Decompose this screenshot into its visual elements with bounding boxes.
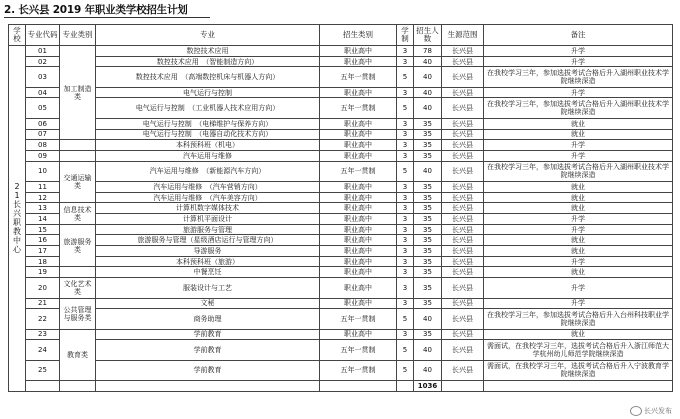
code-cell: 17 — [26, 246, 60, 257]
category-cell: 交通运输类 — [60, 161, 96, 203]
years-cell: 5 — [397, 161, 414, 181]
header-type: 招生类别 — [320, 25, 397, 46]
code-cell: 07 — [26, 129, 60, 140]
years-cell: 5 — [397, 360, 414, 380]
page-title: 2. 长兴县 2019 年职业类学校招生计划 — [4, 4, 188, 16]
range-cell: 长兴县 — [442, 118, 484, 129]
wechat-icon — [630, 406, 642, 416]
years-cell: 3 — [397, 256, 414, 267]
years-cell: 3 — [397, 214, 414, 225]
major-cell: 汽车运用与维修 — [96, 150, 320, 161]
count-cell: 35 — [414, 118, 442, 129]
major-cell: 汽车运用与维修 （汽车营销方向） — [96, 181, 320, 192]
code-cell: 23 — [26, 329, 60, 340]
table-row — [9, 360, 673, 380]
header-row — [9, 25, 673, 46]
category-cell — [60, 150, 96, 161]
range-cell: 长兴县 — [442, 87, 484, 98]
major-cell: 学前教育 — [96, 329, 320, 340]
count-cell: 35 — [414, 203, 442, 214]
enrollment-table — [8, 24, 673, 392]
table-row — [9, 56, 673, 67]
type-cell: 职业高中 — [320, 192, 397, 203]
notes-cell: 升学 — [484, 278, 673, 298]
range-cell: 长兴县 — [442, 67, 484, 87]
major-cell: 汽车运用与维修 （新能源汽车方向） — [96, 161, 320, 181]
notes-cell: 升学 — [484, 150, 673, 161]
count-cell: 40 — [414, 56, 442, 67]
code-cell: 08 — [26, 140, 60, 151]
table-row — [9, 118, 673, 129]
category-cell: 教育类 — [60, 329, 96, 380]
table-row — [9, 309, 673, 329]
type-cell: 职业高中 — [320, 118, 397, 129]
category-cell: 加工制造类 — [60, 46, 96, 140]
category-cell — [60, 140, 96, 151]
count-cell: 35 — [414, 192, 442, 203]
header-category: 专业类别 — [60, 25, 96, 46]
type-cell: 五年一贯制 — [320, 67, 397, 87]
years-cell: 3 — [397, 150, 414, 161]
notes-cell: 就业 — [484, 235, 673, 246]
count-cell: 40 — [414, 67, 442, 87]
code-cell: 04 — [26, 87, 60, 98]
notes-cell: 就业 — [484, 118, 673, 129]
range-cell: 长兴县 — [442, 203, 484, 214]
years-cell: 3 — [397, 181, 414, 192]
notes-cell: 升学 — [484, 56, 673, 67]
type-cell: 职业高中 — [320, 278, 397, 298]
table-body — [9, 46, 673, 392]
range-cell: 长兴县 — [442, 214, 484, 225]
years-cell: 3 — [397, 203, 414, 214]
major-cell: 旅游服务与管理（星级酒店运行与管理方向） — [96, 235, 320, 246]
type-cell: 五年一贯制 — [320, 98, 397, 118]
range-cell: 长兴县 — [442, 329, 484, 340]
code-cell: 13 — [26, 203, 60, 214]
table-row — [9, 161, 673, 181]
notes-cell: 在我校学习三年，参加选拔考试合格后升入湖州职业技术学院继续深造 — [484, 67, 673, 87]
major-cell: 本科预科班（机电） — [96, 140, 320, 151]
years-cell: 5 — [397, 340, 414, 360]
table-row — [9, 67, 673, 87]
total-empty-cell — [26, 381, 60, 392]
major-cell: 服装设计与工艺 — [96, 278, 320, 298]
range-cell: 长兴县 — [442, 298, 484, 309]
years-cell: 3 — [397, 298, 414, 309]
code-cell: 02 — [26, 56, 60, 67]
count-cell: 35 — [414, 246, 442, 257]
table-row — [9, 181, 673, 192]
range-cell: 长兴县 — [442, 256, 484, 267]
count-cell: 40 — [414, 98, 442, 118]
type-cell: 职业高中 — [320, 329, 397, 340]
total-empty-cell — [484, 381, 673, 392]
notes-cell: 就业 — [484, 181, 673, 192]
type-cell: 职业高中 — [320, 56, 397, 67]
table-row — [9, 140, 673, 151]
header-school: 学校 — [9, 25, 26, 46]
years-cell: 5 — [397, 67, 414, 87]
years-cell: 3 — [397, 246, 414, 257]
type-cell: 职业高中 — [320, 246, 397, 257]
count-cell: 35 — [414, 224, 442, 235]
type-cell: 职业高中 — [320, 256, 397, 267]
table-row — [9, 340, 673, 360]
table-row — [9, 46, 673, 57]
table-row — [9, 278, 673, 298]
range-cell: 长兴县 — [442, 46, 484, 57]
count-cell: 35 — [414, 278, 442, 298]
count-cell: 35 — [414, 150, 442, 161]
type-cell: 五年一贯制 — [320, 340, 397, 360]
table-row — [9, 203, 673, 214]
major-cell: 数控技术应用 （智能制造方向） — [96, 56, 320, 67]
major-cell: 电气运行与控制 （电器自动化技术方向） — [96, 129, 320, 140]
category-cell — [60, 267, 96, 278]
type-cell: 职业高中 — [320, 181, 397, 192]
header-range: 生源范围 — [442, 25, 484, 46]
table-row — [9, 224, 673, 235]
type-cell: 职业高中 — [320, 224, 397, 235]
watermark — [630, 406, 672, 416]
years-cell: 3 — [397, 192, 414, 203]
category-cell: 旅游服务类 — [60, 224, 96, 267]
notes-cell: 需面试，在我校学习三年，选拔考试合格后升入宁波教育学院继续深造 — [484, 360, 673, 380]
count-cell: 35 — [414, 181, 442, 192]
type-cell: 职业高中 — [320, 46, 397, 57]
type-cell: 五年一贯制 — [320, 360, 397, 380]
range-cell: 长兴县 — [442, 161, 484, 181]
years-cell: 3 — [397, 56, 414, 67]
count-cell: 35 — [414, 235, 442, 246]
table-row — [9, 329, 673, 340]
type-cell: 职业高中 — [320, 150, 397, 161]
major-cell: 导游服务 — [96, 246, 320, 257]
code-cell: 03 — [26, 67, 60, 87]
years-cell: 3 — [397, 118, 414, 129]
count-cell: 35 — [414, 214, 442, 225]
code-cell: 12 — [26, 192, 60, 203]
major-cell: 电气运行与控制 （电梯维护与保养方向） — [96, 118, 320, 129]
watermark-label: 长兴发布 — [644, 407, 672, 415]
years-cell: 3 — [397, 235, 414, 246]
count-cell: 40 — [414, 87, 442, 98]
range-cell: 长兴县 — [442, 278, 484, 298]
years-cell: 3 — [397, 329, 414, 340]
type-cell: 五年一贯制 — [320, 309, 397, 329]
code-cell: 06 — [26, 118, 60, 129]
major-cell: 旅游服务与管理 — [96, 224, 320, 235]
category-cell: 信息技术类 — [60, 203, 96, 224]
range-cell: 长兴县 — [442, 340, 484, 360]
years-cell: 5 — [397, 98, 414, 118]
range-cell: 长兴县 — [442, 56, 484, 67]
total-empty-cell — [320, 381, 397, 392]
code-cell: 24 — [26, 340, 60, 360]
range-cell: 长兴县 — [442, 246, 484, 257]
years-cell: 3 — [397, 278, 414, 298]
range-cell: 长兴县 — [442, 98, 484, 118]
major-cell: 商务助理 — [96, 309, 320, 329]
notes-cell: 在我校学习三年，参加选拔考试合格后升入湖州职业技术学院继续深造 — [484, 98, 673, 118]
major-cell: 本科预科班（旅游） — [96, 256, 320, 267]
header-count: 招生人数 — [414, 25, 442, 46]
years-cell: 5 — [397, 309, 414, 329]
table-row — [9, 267, 673, 278]
code-cell: 14 — [26, 214, 60, 225]
major-cell: 计算机数字媒体技术 — [96, 203, 320, 214]
major-cell: 文秘 — [96, 298, 320, 309]
count-cell: 78 — [414, 46, 442, 57]
notes-cell: 升学 — [484, 214, 673, 225]
major-cell: 学前教育 — [96, 340, 320, 360]
total-count-cell: 1036 — [414, 381, 442, 392]
code-cell: 25 — [26, 360, 60, 380]
notes-cell: 就业 — [484, 267, 673, 278]
table-row — [9, 256, 673, 267]
count-cell: 40 — [414, 161, 442, 181]
code-cell: 15 — [26, 224, 60, 235]
count-cell: 40 — [414, 360, 442, 380]
major-cell: 中餐烹饪 — [96, 267, 320, 278]
table-row — [9, 98, 673, 118]
code-cell: 01 — [26, 46, 60, 57]
count-cell: 35 — [414, 329, 442, 340]
notes-cell: 就业 — [484, 329, 673, 340]
total-row — [9, 381, 673, 392]
table-row — [9, 298, 673, 309]
table-row — [9, 235, 673, 246]
range-cell: 长兴县 — [442, 181, 484, 192]
years-cell: 3 — [397, 224, 414, 235]
code-cell: 09 — [26, 150, 60, 161]
count-cell: 40 — [414, 309, 442, 329]
years-cell: 3 — [397, 46, 414, 57]
code-cell: 05 — [26, 98, 60, 118]
years-cell: 3 — [397, 140, 414, 151]
notes-cell: 升学 — [484, 298, 673, 309]
total-empty-cell — [442, 381, 484, 392]
type-cell: 职业高中 — [320, 298, 397, 309]
total-empty-cell — [397, 381, 414, 392]
table-row — [9, 87, 673, 98]
notes-cell: 升学 — [484, 140, 673, 151]
major-cell: 汽车运用与维修 （汽车美容方向） — [96, 192, 320, 203]
range-cell: 长兴县 — [442, 150, 484, 161]
range-cell: 长兴县 — [442, 140, 484, 151]
code-cell: 21 — [26, 298, 60, 309]
range-cell: 长兴县 — [442, 192, 484, 203]
header-major: 专业 — [96, 25, 320, 46]
notes-cell: 在我校学习三年，参加选拔考试合格后升入湖州职业技术学院继续深造 — [484, 161, 673, 181]
table-row — [9, 246, 673, 257]
count-cell: 35 — [414, 129, 442, 140]
type-cell: 职业高中 — [320, 235, 397, 246]
table-row — [9, 150, 673, 161]
type-cell: 职业高中 — [320, 203, 397, 214]
header-years: 学制 — [397, 25, 414, 46]
notes-cell: 升学 — [484, 87, 673, 98]
type-cell: 职业高中 — [320, 87, 397, 98]
range-cell: 长兴县 — [442, 129, 484, 140]
table-row — [9, 192, 673, 203]
type-cell: 职业高中 — [320, 140, 397, 151]
notes-cell: 升学 — [484, 46, 673, 57]
years-cell: 3 — [397, 267, 414, 278]
notes-cell: 升学 — [484, 224, 673, 235]
count-cell: 40 — [414, 340, 442, 360]
notes-cell: 就业 — [484, 246, 673, 257]
notes-cell: 就业 — [484, 203, 673, 214]
notes-cell: 升学 — [484, 256, 673, 267]
major-cell: 数控技术应用 — [96, 46, 320, 57]
notes-cell: 就业 — [484, 129, 673, 140]
category-cell: 文化艺术类 — [60, 278, 96, 298]
total-empty-cell — [60, 381, 96, 392]
count-cell: 35 — [414, 140, 442, 151]
header-code: 专业代码 — [26, 25, 60, 46]
range-cell: 长兴县 — [442, 360, 484, 380]
table-row — [9, 129, 673, 140]
type-cell: 职业高中 — [320, 129, 397, 140]
range-cell: 长兴县 — [442, 309, 484, 329]
total-empty-cell — [96, 381, 320, 392]
notes-cell: 在我校学习三年，参加选拔考试合格后升入台州科技职业学院继续深造 — [484, 309, 673, 329]
range-cell: 长兴县 — [442, 224, 484, 235]
major-cell: 数控技术应用 （高端数控机床与机器人方向） — [96, 67, 320, 87]
type-cell: 职业高中 — [320, 214, 397, 225]
count-cell: 35 — [414, 298, 442, 309]
type-cell: 五年一贯制 — [320, 161, 397, 181]
count-cell: 35 — [414, 256, 442, 267]
type-cell: 职业高中 — [320, 267, 397, 278]
table-row — [9, 214, 673, 225]
title-underline — [4, 17, 210, 18]
code-cell: 19 — [26, 267, 60, 278]
code-cell: 22 — [26, 309, 60, 329]
major-cell: 计算机平面设计 — [96, 214, 320, 225]
major-cell: 学前教育 — [96, 360, 320, 380]
code-cell: 20 — [26, 278, 60, 298]
years-cell: 3 — [397, 129, 414, 140]
code-cell: 16 — [26, 235, 60, 246]
years-cell: 3 — [397, 87, 414, 98]
code-cell: 18 — [26, 256, 60, 267]
range-cell: 长兴县 — [442, 235, 484, 246]
category-cell: 公共管理与服务类 — [60, 298, 96, 329]
major-cell: 电气运行与控制 （工业机器人技术应用方向） — [96, 98, 320, 118]
count-cell: 35 — [414, 267, 442, 278]
code-cell: 10 — [26, 161, 60, 181]
notes-cell: 需面试，在我校学习三年，选拔考试合格后升入浙江师范大学杭州幼儿师范学院继续深造 — [484, 340, 673, 360]
code-cell: 11 — [26, 181, 60, 192]
notes-cell: 就业 — [484, 192, 673, 203]
school-name-cell: 21长兴职教中心 — [9, 46, 26, 392]
range-cell: 长兴县 — [442, 267, 484, 278]
header-notes: 备注 — [484, 25, 673, 46]
major-cell: 电气运行与控制 — [96, 87, 320, 98]
